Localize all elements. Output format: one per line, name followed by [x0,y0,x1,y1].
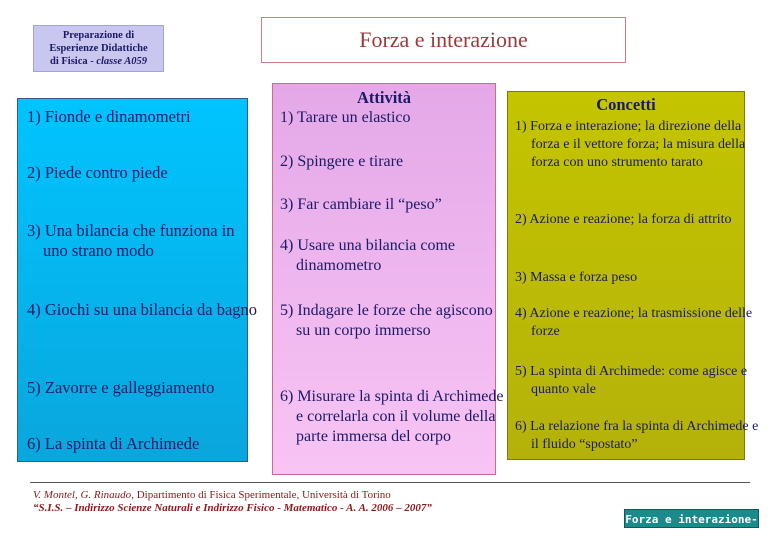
attivita-column [272,83,504,475]
footer-authors: V. Montel, G. Rinaudo [33,489,132,501]
concetto-item-6: 6) La relazione fra la spinta di Archimede e il fluido “spostato” [515,419,759,452]
footer-credits [33,489,593,502]
footer-divider [30,482,750,483]
esperienza-item-6: 6) La spinta di Archimede [27,434,200,453]
badge-line-2: Esperienze Didattiche [49,43,148,54]
badge-line-3 [34,55,163,68]
footer-course: “S.I.S. – Indirizzo Scienze Naturali e Indirizzo Fisico - Matematico - A. A. 2006 – 2007” [33,502,432,514]
concetti-column [507,91,759,460]
attivita-item-6: 6) Misurare la spinta di Archimede e correlarla con il volume della parte immersa del corpo [280,388,504,445]
slide-number-tag: Forza e interazione-1 [624,509,759,528]
attivita-item-3: 3) Far cambiare il “peso” [280,196,442,213]
footer [33,489,593,515]
attivita-item-5: 5) Indagare le forze che agiscono su un corpo immerso [280,302,493,339]
esperienza-item-5: 5) Zavorre e galleggiamento [27,378,215,397]
esperienza-item-3: 3) Una bilancia che funziona in uno strano modo [27,221,235,260]
esperienza-item-4: 4) Giochi su una bilancia da bagno [27,300,258,319]
concetto-item-3: 3) Massa e forza peso [515,270,638,285]
badge-line-3-prefix: di Fisica - [49,56,97,67]
slide-title: Forza e interazione [261,17,626,63]
concetti-heading: Concetti [596,95,656,114]
footer-affiliation: , Dipartimento di Fisica Sperimentale, Università di Torino [131,489,391,501]
esperienze-column [17,98,258,462]
attivita-item-4: 4) Usare una bilancia come dinamometro [280,237,456,274]
attivita-heading: Attività [356,88,412,107]
concetto-item-1: 1) Forza e interazione; la direzione della forza e il vettore forza; la misura della forza con uno strumento tarato [515,119,746,170]
attivita-item-1: 1) Tarare un elastico [280,109,411,126]
concetto-item-4: 4) Azione e reazione; la trasmissione delle forze [515,306,753,339]
badge-line-1: Preparazione di [62,30,135,41]
attivita-item-2: 2) Spingere e tirare [280,153,404,170]
course-badge [33,25,164,72]
badge-class: classe A059 [96,56,148,67]
esperienza-item-2: 2) Piede contro piede [27,163,168,182]
esperienza-item-1: 1) Fionde e dinamometri [27,107,191,126]
concetto-item-2: 2) Azione e reazione; la forza di attrito [515,212,732,227]
concetto-item-5: 5) La spinta di Archimede: come agisce e quanto vale [515,364,748,397]
